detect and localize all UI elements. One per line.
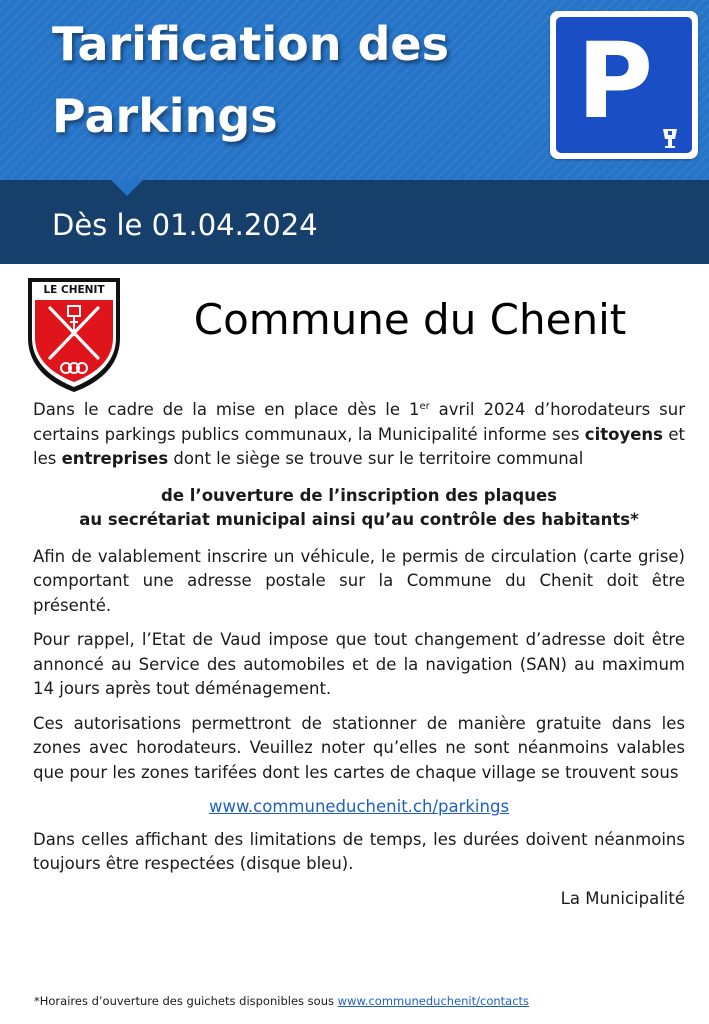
- signature: La Municipalité: [560, 888, 685, 908]
- title-line-2: Parkings: [52, 89, 278, 143]
- band-notch: [110, 179, 144, 196]
- parkings-link-line: [33, 795, 685, 820]
- time-limits-paragraph: Dans celles affichant des limitations de temps, les durées doivent néanmoins toujours être respectées (disque bleu).: [33, 829, 685, 873]
- authorization-paragraph: Ces autorisations permettront de stationner de manière gratuite dans les zones avec horodateurs. Veuillez noter qu’elles ne sont néanmoins valables que pour les zones tarifées dont les cartes de chaque village se trouvent sous: [33, 713, 685, 782]
- commune-title: Commune du Chenit: [193, 295, 627, 344]
- parking-sign-letter: P: [576, 20, 654, 142]
- crest-label: LE CHENIT: [43, 284, 105, 296]
- effective-date: Dès le 01.04.2024: [52, 208, 318, 242]
- footnote: *Horaires d’ouverture des guichets disponibles sous www.communeduchenit/contacts: [34, 994, 530, 1008]
- address-change-reminder-paragraph: Pour rappel, l’Etat de Vaud impose que tout changement d’adresse doit être annoncé au Service des automobiles et de la navigation (SAN) au maximum 14 jours après tout déménagement.: [33, 630, 685, 698]
- coat-of-arms-icon: [26, 276, 122, 394]
- parkings-link[interactable]: www.communeduchenit.ch/parkings: [208, 797, 510, 816]
- page-title: [52, 8, 522, 152]
- parking-meter-icon: [660, 127, 680, 149]
- title-line-1: Tarification des: [52, 17, 449, 71]
- parking-sign: [550, 11, 698, 159]
- parking-sign-panel: [556, 17, 692, 153]
- registration-requirements-paragraph: Afin de valablement inscrire un véhicule, le permis de circulation (carte grise) comportant une adresse postale sur la Commune du Chenit doit être présenté.: [33, 546, 685, 615]
- contacts-link[interactable]: www.communeduchenit/contacts: [337, 994, 530, 1008]
- registration-announcement: de l’ouverture de l’inscription des plaques au secrétariat municipal ainsi qu’au contrôle des habitants*: [79, 485, 639, 529]
- companies-emphasis: entreprises: [61, 449, 169, 468]
- intro-paragraph: Dans le cadre de la mise en place dès le 1er avril 2024 d’horodateurs sur certains parkings publics communaux, la Municipalité informe ses citoyens et les entreprises dont le siège se trouve sur le territoire communal: [33, 400, 686, 468]
- citizens-emphasis: citoyens: [584, 424, 663, 444]
- notice-body: [33, 398, 685, 911]
